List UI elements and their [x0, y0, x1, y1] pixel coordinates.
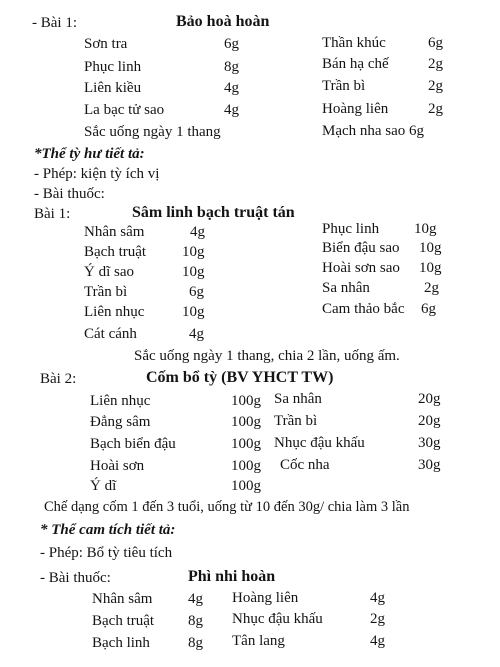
s4-right-1-name: Trần bì [274, 413, 318, 429]
s5-right-2-name: Tân lang [232, 633, 285, 649]
s3-left-2-name: Ý dĩ sao [84, 264, 134, 280]
s2-heading: *Thể tỳ hư tiết tả: [34, 146, 145, 162]
s3-right-1-name: Biển đậu sao [322, 240, 400, 256]
s4-right-0-name: Sa nhân [274, 391, 322, 407]
s4-left-3-name: Hoài sơn [90, 458, 145, 474]
s1-right-1-qty: 2g [428, 56, 443, 72]
s1-last-item: Mạch nha sao 6g [322, 123, 425, 139]
s2-remedy: - Bài thuốc: [34, 186, 105, 202]
s5-method: - Phép: Bổ tỳ tiêu tích [40, 545, 173, 561]
s1-right-3-qty: 2g [428, 101, 443, 117]
s4-left-4-name: Ý dĩ [90, 478, 117, 494]
s1-right-0-qty: 6g [428, 35, 443, 51]
s5-right-1-name: Nhục đậu khấu [232, 611, 323, 627]
s3-right-4-qty: 6g [421, 301, 436, 317]
s5-left-2-qty: 8g [188, 635, 203, 651]
s1-right-2-name: Trần bì [322, 78, 366, 94]
s1-label: - Bài 1: [32, 15, 77, 31]
s4-right-1-qty: 20g [418, 413, 441, 429]
s1-right-0-name: Thần khúc [322, 35, 386, 51]
s3-left-4-name: Liên nhục [84, 304, 145, 320]
s3-left-1-qty: 10g [182, 244, 205, 260]
s1-left-0-name: Sơn tra [84, 36, 128, 52]
s3-left-2-qty: 10g [182, 264, 205, 280]
s2-method: - Phép: kiện tỳ ích vị [34, 166, 160, 182]
s3-right-3-name: Sa nhân [322, 280, 370, 296]
s3-left-3-qty: 6g [189, 284, 204, 300]
s4-right-2-qty: 30g [418, 435, 441, 451]
s3-right-0-name: Phục linh [322, 221, 380, 237]
s3-label: Bài 1: [34, 206, 71, 222]
s5-left-0-qty: 4g [188, 591, 203, 607]
s1-usage: Sắc uống ngày 1 thang [84, 124, 221, 140]
s5-title: Phì nhi hoàn [188, 568, 276, 585]
s3-left-4-qty: 10g [182, 304, 205, 320]
s3-left-0-qty: 4g [190, 224, 205, 240]
s1-left-1-qty: 8g [224, 59, 239, 75]
s3-usage: Sắc uống ngày 1 thang, chia 2 lần, uống ấm. [134, 348, 400, 364]
s3-left-5-name: Cát cánh [84, 326, 137, 342]
s4-left-0-name: Liên nhục [90, 393, 151, 409]
s5-right-0-name: Hoàng liên [232, 590, 299, 606]
s1-title: Bảo hoà hoàn [176, 13, 270, 30]
s1-left-0-qty: 6g [224, 36, 239, 52]
s3-title: Sâm linh bạch truật tán [132, 204, 295, 221]
s4-left-1-name: Đẳng sâm [90, 414, 151, 430]
s1-left-3-qty: 4g [224, 102, 239, 118]
s4-right-0-qty: 20g [418, 391, 441, 407]
s1-left-2-name: Liên kiều [84, 80, 142, 96]
s4-left-0-qty: 100g [231, 393, 261, 409]
s1-left-1-name: Phục linh [84, 59, 142, 75]
s5-right-1-qty: 2g [370, 611, 385, 627]
s4-right-3-qty: 30g [418, 457, 441, 473]
s4-title: Cốm bổ tỳ (BV YHCT TW) [146, 369, 334, 386]
s4-right-2-name: Nhục đậu khấu [274, 435, 365, 451]
s3-right-2-name: Hoài sơn sao [322, 260, 400, 276]
s1-right-1-name: Bán hạ chế [322, 56, 389, 72]
s4-usage: Chế dạng cốm 1 đến 3 tuổi, uống từ 10 đến 30g/ chia làm 3 lần [44, 499, 410, 515]
s3-left-1-name: Bạch truật [84, 244, 147, 260]
s3-right-2-qty: 10g [419, 260, 442, 276]
s3-left-0-name: Nhân sâm [84, 224, 145, 240]
s5-right-2-qty: 4g [370, 633, 385, 649]
s4-left-4-qty: 100g [231, 478, 261, 494]
s5-left-1-qty: 8g [188, 613, 203, 629]
s5-left-1-name: Bạch truật [92, 613, 155, 629]
s4-left-2-qty: 100g [231, 436, 261, 452]
s4-label: Bài 2: [40, 371, 77, 387]
s4-right-3-name: Cốc nha [280, 457, 330, 473]
s3-right-0-qty: 10g [414, 221, 437, 237]
s1-left-2-qty: 4g [224, 80, 239, 96]
s3-left-3-name: Trần bì [84, 284, 128, 300]
s1-right-2-qty: 2g [428, 78, 443, 94]
s5-right-0-qty: 4g [370, 590, 385, 606]
s5-left-0-name: Nhân sâm [92, 591, 153, 607]
s3-right-4-name: Cam thảo bắc [322, 301, 405, 317]
s3-right-1-qty: 10g [419, 240, 442, 256]
s5-left-2-name: Bạch linh [92, 635, 150, 651]
s4-left-3-qty: 100g [231, 458, 261, 474]
s5-heading: * Thể cam tích tiết tả: [40, 522, 176, 538]
s3-right-3-qty: 2g [424, 280, 439, 296]
s1-right-3-name: Hoàng liên [322, 101, 389, 117]
s4-left-2-name: Bạch biển đậu [90, 436, 176, 452]
s4-left-1-qty: 100g [231, 414, 261, 430]
s5-remedy: - Bài thuốc: [40, 570, 111, 586]
s3-left-5-qty: 4g [189, 326, 204, 342]
s1-left-3-name: La bạc tử sao [84, 102, 165, 118]
